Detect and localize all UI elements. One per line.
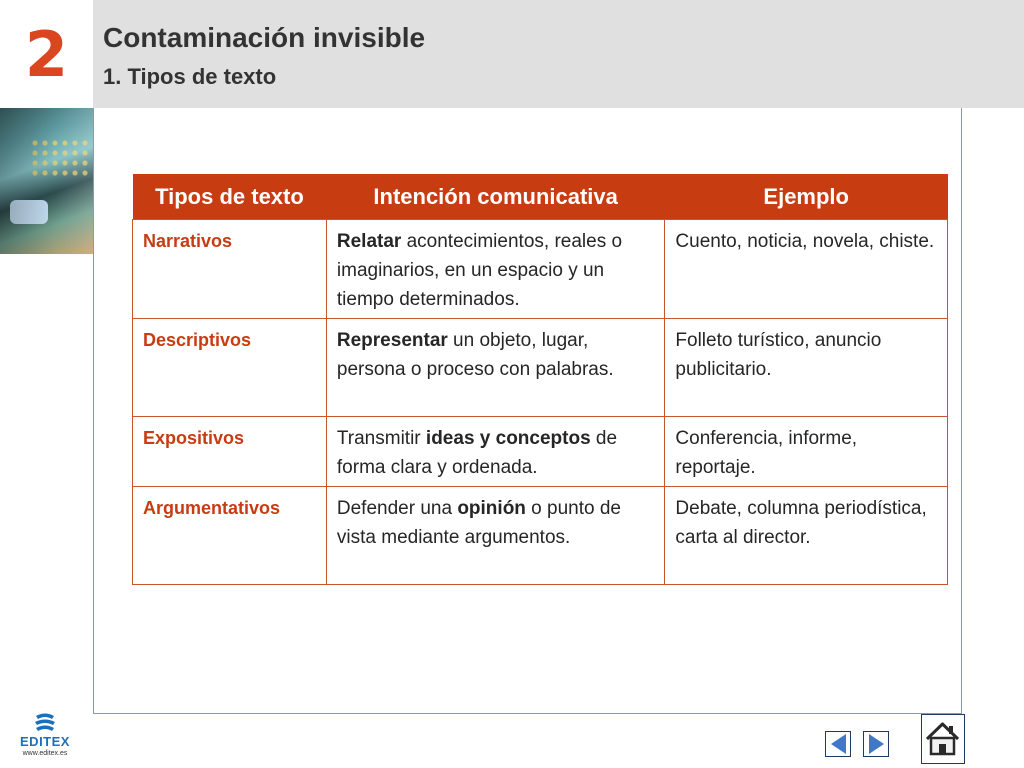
editex-logo-icon <box>32 712 58 734</box>
table-row <box>133 220 948 319</box>
intention-cell: Defender una opinión o punto de vista mediante argumentos. <box>326 487 665 585</box>
next-slide-button[interactable] <box>863 731 889 757</box>
example-cell: Conferencia, informe, reportaje. <box>665 417 948 487</box>
unit-number: 2 <box>24 17 69 91</box>
example-cell: Folleto turístico, anuncio publicitario. <box>665 319 948 417</box>
column-header-intention: Intención comunicativa <box>326 174 665 220</box>
previous-slide-button[interactable] <box>825 731 851 757</box>
table-header-row <box>133 174 948 220</box>
slide-title: Contaminación invisible <box>103 22 426 53</box>
intention-cell: Transmitir ideas y conceptos de forma clara y ordenada. <box>326 417 665 487</box>
text-types-table <box>132 174 948 585</box>
home-button[interactable] <box>921 714 965 764</box>
slide-subtitle: 1. Tipos de texto <box>103 64 277 89</box>
table-row <box>133 319 948 417</box>
home-icon <box>922 715 963 762</box>
text-type-cell: Argumentativos <box>133 487 327 585</box>
next-slide-icon <box>869 734 884 754</box>
text-type-cell: Descriptivos <box>133 319 327 417</box>
header-bar <box>93 0 1024 108</box>
example-cell: Cuento, noticia, novela, chiste. <box>665 220 948 319</box>
brand-name: EDITEX <box>20 734 70 749</box>
text-type-cell: Expositivos <box>133 417 327 487</box>
header-photo <box>0 108 93 254</box>
intention-cell: Representar un objeto, lugar, persona o proceso con palabras. <box>326 319 665 417</box>
example-cell: Debate, columna periodística, carta al director. <box>665 487 948 585</box>
previous-slide-icon <box>831 734 846 754</box>
text-type-cell: Narrativos <box>133 220 327 319</box>
brand-url: www.editex.es <box>22 750 68 757</box>
table-row <box>133 487 948 585</box>
editex-logo <box>14 712 76 760</box>
column-header-type: Tipos de texto <box>133 174 327 220</box>
table-row <box>133 417 948 487</box>
intention-cell: Relatar acontecimientos, reales o imaginarios, en un espacio y un tiempo determinados. <box>326 220 665 319</box>
column-header-example: Ejemplo <box>665 174 948 220</box>
